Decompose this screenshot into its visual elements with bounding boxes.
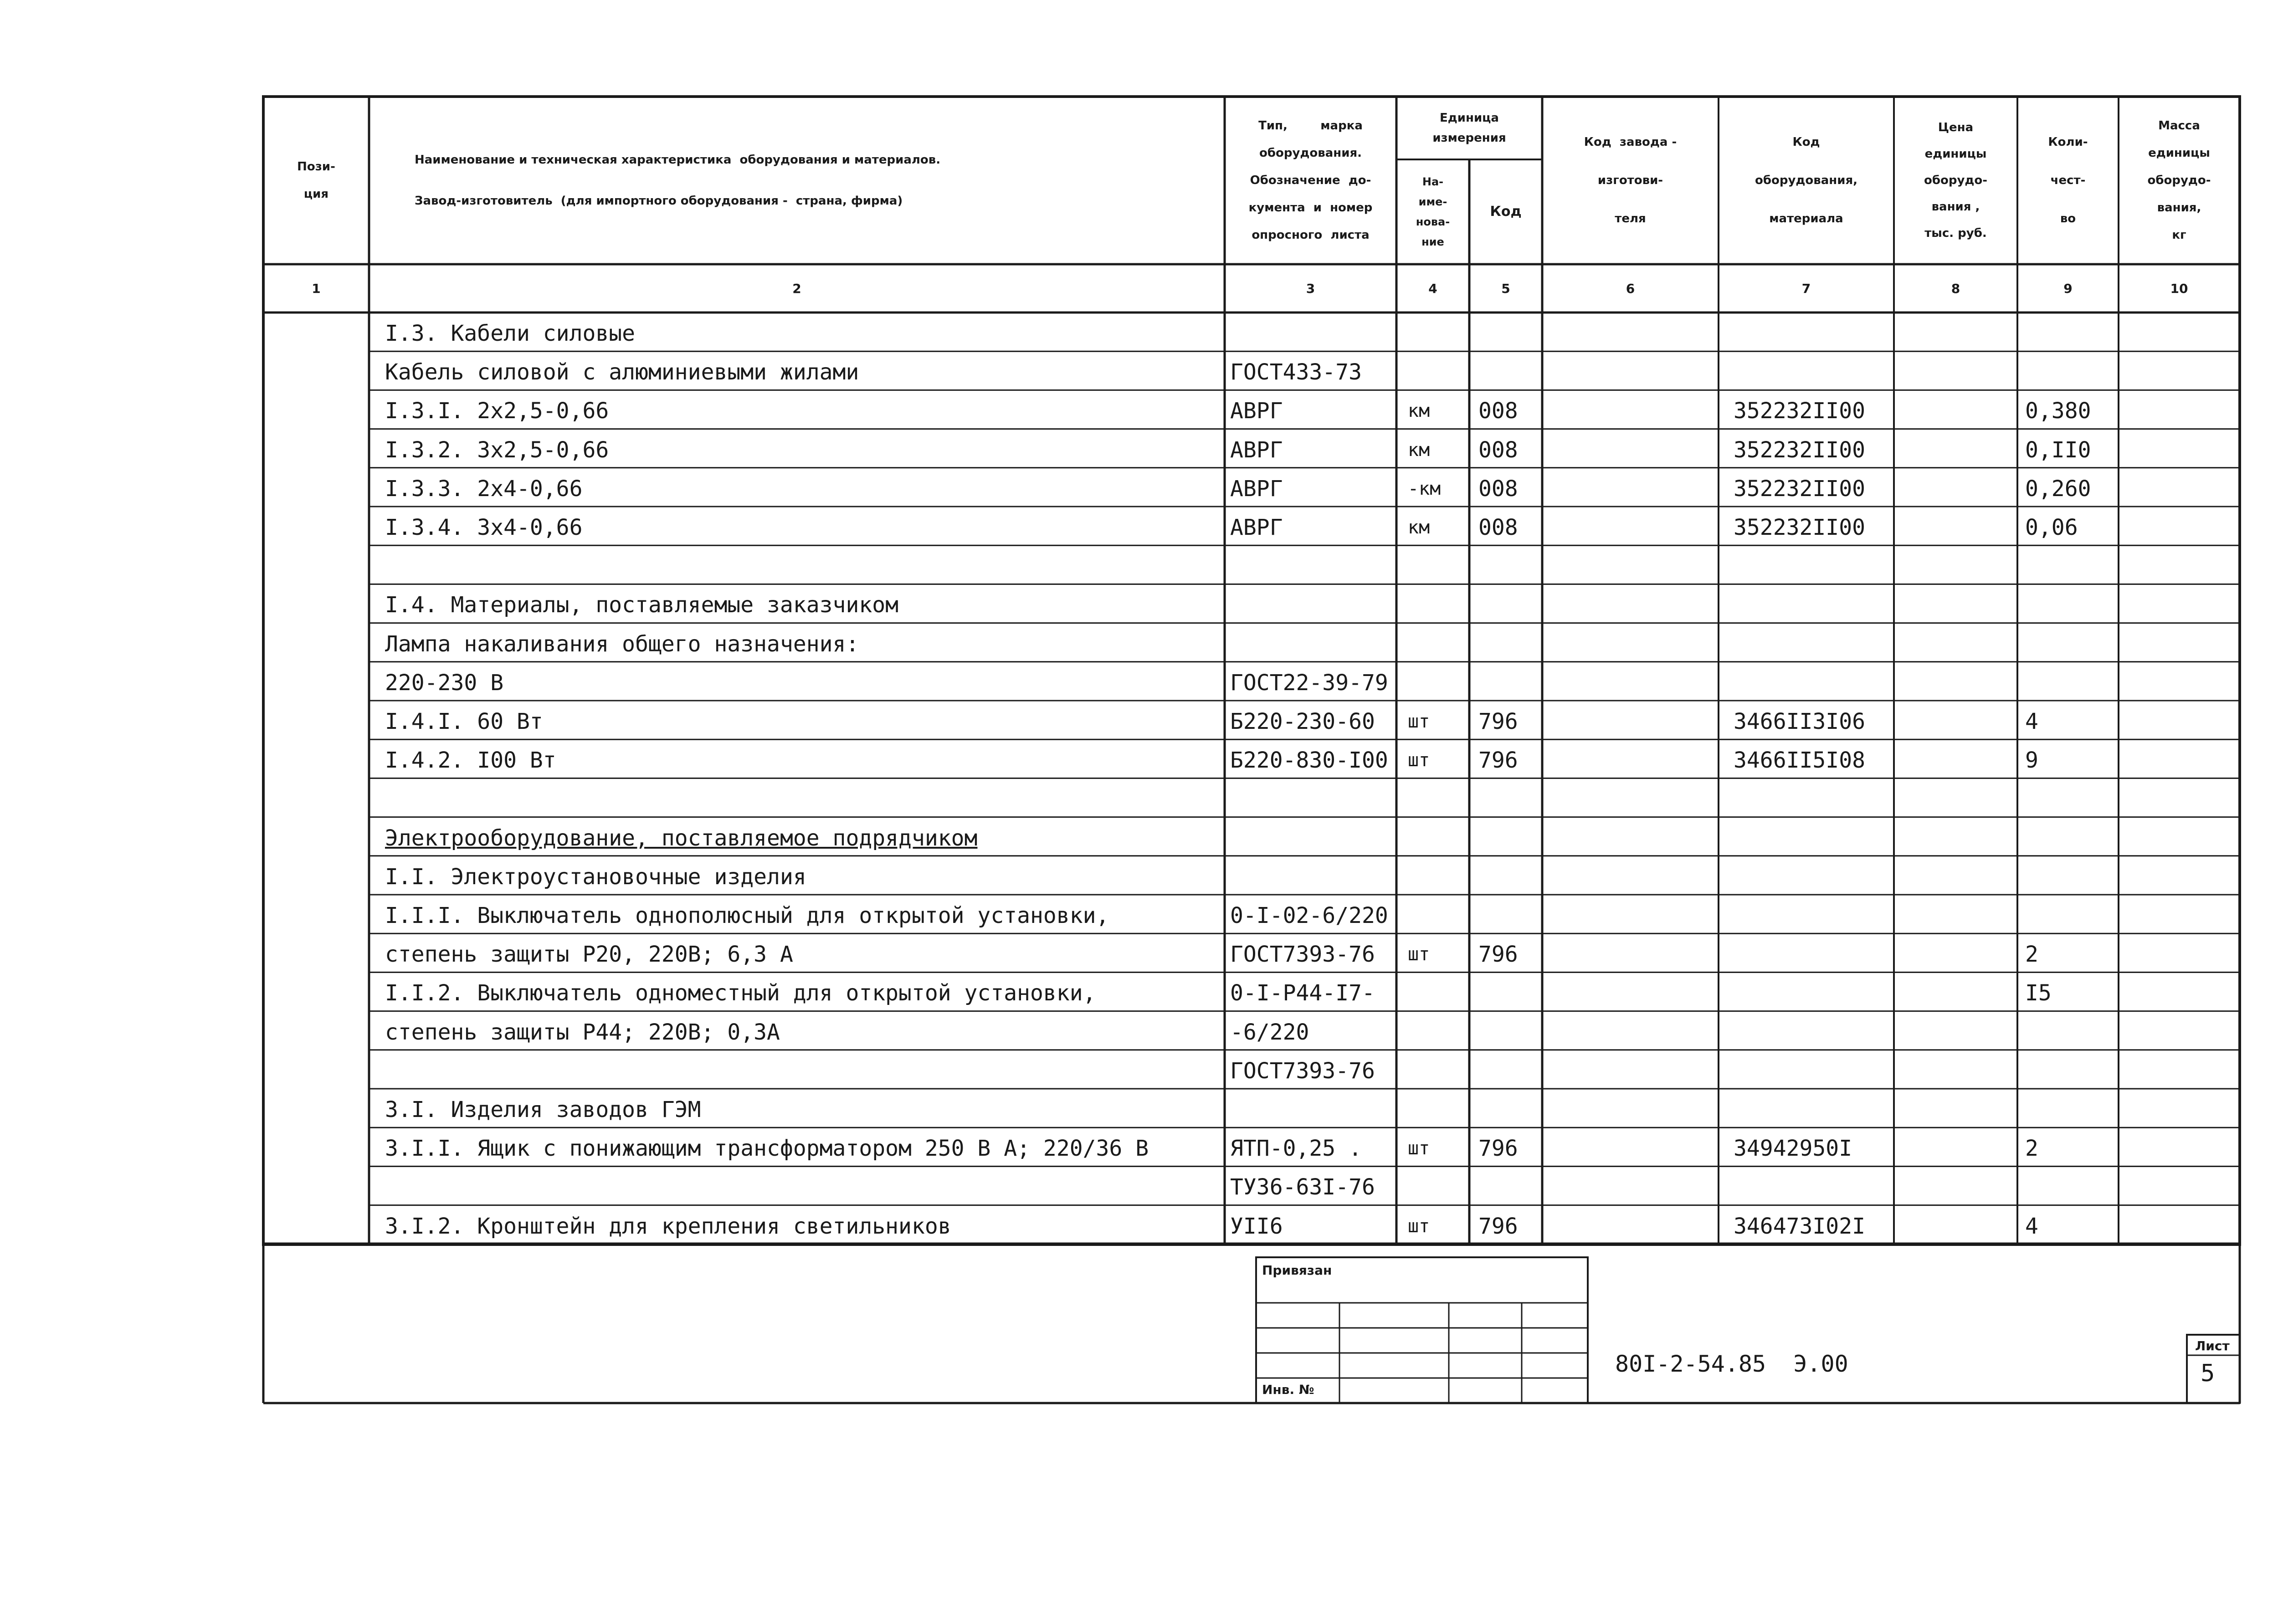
cell-unit: шт (1408, 750, 1430, 771)
header-text: единицы (2148, 146, 2210, 160)
cell-code: 796 (1478, 1213, 1518, 1239)
header-text: единицы (1924, 147, 1987, 161)
header-text: измерения (1432, 131, 1506, 145)
header-text: Завод-изготовитель (для импортного оборудования - страна, фирма) (415, 194, 903, 208)
cell-code: 008 (1478, 476, 1518, 502)
header-text: теля (1615, 212, 1646, 225)
column-number: 2 (792, 281, 801, 296)
column-number: 9 (2063, 281, 2073, 296)
cell-code: 796 (1478, 942, 1518, 968)
cell-code: 008 (1478, 398, 1518, 424)
header-text: тыс. руб. (1924, 226, 1987, 240)
header-text: кумента и номер (1248, 201, 1373, 215)
cell-type: Б220-830-I00 (1230, 748, 1388, 774)
cell-name: Лампа накаливания общего назначения: (385, 631, 859, 657)
cell-name: I.I. Электроустановочные изделия (385, 864, 806, 890)
header-text: Цена (1938, 121, 1974, 134)
cell-equip-code: 3466II5I08 (1734, 748, 1865, 774)
cell-equip-code: 346473I02I (1734, 1213, 1865, 1239)
cell-qty: 0,II0 (2025, 437, 2091, 463)
cell-unit: шт (1408, 711, 1430, 732)
cell-unit: шт (1408, 1138, 1430, 1159)
stamp-inv-number: Инв. № (1262, 1382, 1314, 1397)
column-number: 6 (1626, 281, 1635, 296)
cell-type: АВРГ (1230, 398, 1283, 424)
header-text: Наименование и техническая характеристика оборудования и материалов. (415, 153, 941, 167)
header-text: вания, (2157, 201, 2201, 215)
cell-type: 0-I-Р44-I7- (1230, 980, 1375, 1006)
header-text: опросного листа (1252, 228, 1370, 242)
cell-equip-code: 352232II00 (1734, 437, 1865, 463)
cell-code: 008 (1478, 515, 1518, 540)
cell-name: 220-230 В (385, 670, 504, 696)
cell-type: ГОСТ433-73 (1230, 359, 1362, 385)
header-text: нова- (1416, 215, 1450, 228)
cell-type: АВРГ (1230, 515, 1283, 540)
header-text: ние (1421, 236, 1444, 248)
cell-equip-code: 352232II00 (1734, 476, 1865, 502)
cell-type: Б220-230-60 (1230, 709, 1375, 734)
cell-name: I.3.4. 3x4-0,66 (385, 515, 583, 540)
cell-qty: 2 (2025, 942, 2038, 968)
cell-type: ЯТП-0,25 . (1230, 1136, 1362, 1162)
header-text: Код (1792, 135, 1820, 149)
column-number: 8 (1951, 281, 1960, 296)
cell-name: I.4. Материалы, поставляемые заказчиком (385, 592, 899, 618)
cell-name: Электрооборудование, поставляемое подрядчиком (385, 825, 978, 851)
cell-type: АВРГ (1230, 437, 1283, 463)
cell-unit: км (1408, 517, 1430, 538)
document-number: 80I-2-54.85 Э.00 (1615, 1351, 1848, 1377)
cell-name: степень защиты Р44; 220В; 0,3А (385, 1019, 780, 1045)
stamp-privyazan: Привязан (1262, 1263, 1332, 1278)
cell-name: 3.I.2. Кронштейн для крепления светильников (385, 1213, 951, 1239)
column-number: 5 (1501, 281, 1510, 296)
cell-equip-code: 34942950I (1734, 1136, 1852, 1162)
header-text: Единица (1440, 111, 1499, 125)
cell-name: I.3.2. 3x2,5-0,66 (385, 437, 609, 463)
header-text: вания , (1931, 200, 1980, 214)
cell-type: УII6 (1230, 1213, 1283, 1239)
cell-unit: км (1408, 439, 1430, 461)
cell-type: -6/220 (1230, 1019, 1309, 1045)
header-text: ция (303, 187, 329, 201)
header-text: Масса (2158, 119, 2200, 133)
cell-unit: шт (1408, 944, 1430, 965)
cell-equip-code: 352232II00 (1734, 398, 1865, 424)
cell-type: 0-I-02-6/220 (1230, 903, 1388, 928)
header-text: Тип, марка (1258, 119, 1363, 133)
cell-code: 796 (1478, 1136, 1518, 1162)
header-text: Код (1490, 204, 1522, 220)
cell-name: степень защиты Р20, 220В; 6,3 А (385, 942, 793, 968)
header-text: оборудования, (1755, 174, 1858, 187)
sheet-label: Лист (2195, 1338, 2230, 1353)
header-text: Пози- (297, 160, 335, 174)
column-number: 1 (312, 281, 321, 296)
header-text: На- (1422, 175, 1444, 188)
cell-qty: 0,06 (2025, 515, 2078, 540)
cell-type: ГОСТ22-39-79 (1230, 670, 1388, 696)
cell-name: I.3.I. 2x2,5-0,66 (385, 398, 609, 424)
header-text: кг (2172, 228, 2186, 242)
cell-name: I.4.I. 60 Вт (385, 709, 543, 734)
cell-qty: 0,380 (2025, 398, 2091, 424)
cell-qty: 0,260 (2025, 476, 2091, 502)
header-text: материала (1769, 212, 1843, 225)
header-text: оборудо- (2147, 174, 2211, 187)
cell-qty: 2 (2025, 1136, 2038, 1162)
cell-unit: шт (1408, 1215, 1430, 1237)
cell-unit: -км (1408, 478, 1441, 499)
header-text: Коли- (2048, 135, 2088, 149)
cell-name: I.3.3. 2x4-0,66 (385, 476, 583, 502)
cell-type: ТУ36-63I-76 (1230, 1174, 1375, 1200)
cell-code: 796 (1478, 748, 1518, 774)
cell-qty: 4 (2025, 709, 2038, 734)
cell-type: ГОСТ7393-76 (1230, 1058, 1375, 1084)
cell-name: I.3. Кабели силовые (385, 321, 636, 346)
cell-code: 796 (1478, 709, 1518, 734)
column-number: 3 (1306, 281, 1315, 296)
cell-name: I.I.I. Выключатель однополюсный для открытой установки, (385, 903, 1109, 928)
column-number: 10 (2170, 281, 2188, 296)
cell-type: ГОСТ7393-76 (1230, 942, 1375, 968)
cell-qty: 4 (2025, 1213, 2038, 1239)
cell-code: 008 (1478, 437, 1518, 463)
cell-name: 3.I.I. Ящик с понижающим трансформатором 250 В А; 220/36 В (385, 1136, 1149, 1162)
column-number: 4 (1428, 281, 1437, 296)
header-text: Обозначение до- (1250, 174, 1371, 187)
header-text: оборудования. (1259, 146, 1362, 160)
header-text: изготови- (1597, 174, 1663, 187)
cell-name: Кабель силовой с алюминиевыми жилами (385, 359, 859, 385)
column-number: 7 (1801, 281, 1811, 296)
header-text: во (2060, 212, 2076, 225)
header-text: оборудо- (1924, 174, 1988, 187)
header-text: чест- (2050, 174, 2086, 187)
sheet-number: 5 (2201, 1360, 2215, 1387)
cell-qty: I5 (2025, 980, 2052, 1006)
cell-name: I.4.2. I00 Вт (385, 748, 556, 774)
cell-equip-code: 352232II00 (1734, 515, 1865, 540)
header-text: Код завода - (1584, 135, 1677, 149)
cell-name: 3.I. Изделия заводов ГЭМ (385, 1097, 701, 1122)
header-text: име- (1418, 195, 1447, 208)
cell-name: I.I.2. Выключатель одноместный для открытой установки, (385, 980, 1096, 1006)
cell-type: АВРГ (1230, 476, 1283, 502)
cell-equip-code: 3466II3I06 (1734, 709, 1865, 734)
cell-qty: 9 (2025, 748, 2038, 774)
cell-unit: км (1408, 400, 1430, 422)
